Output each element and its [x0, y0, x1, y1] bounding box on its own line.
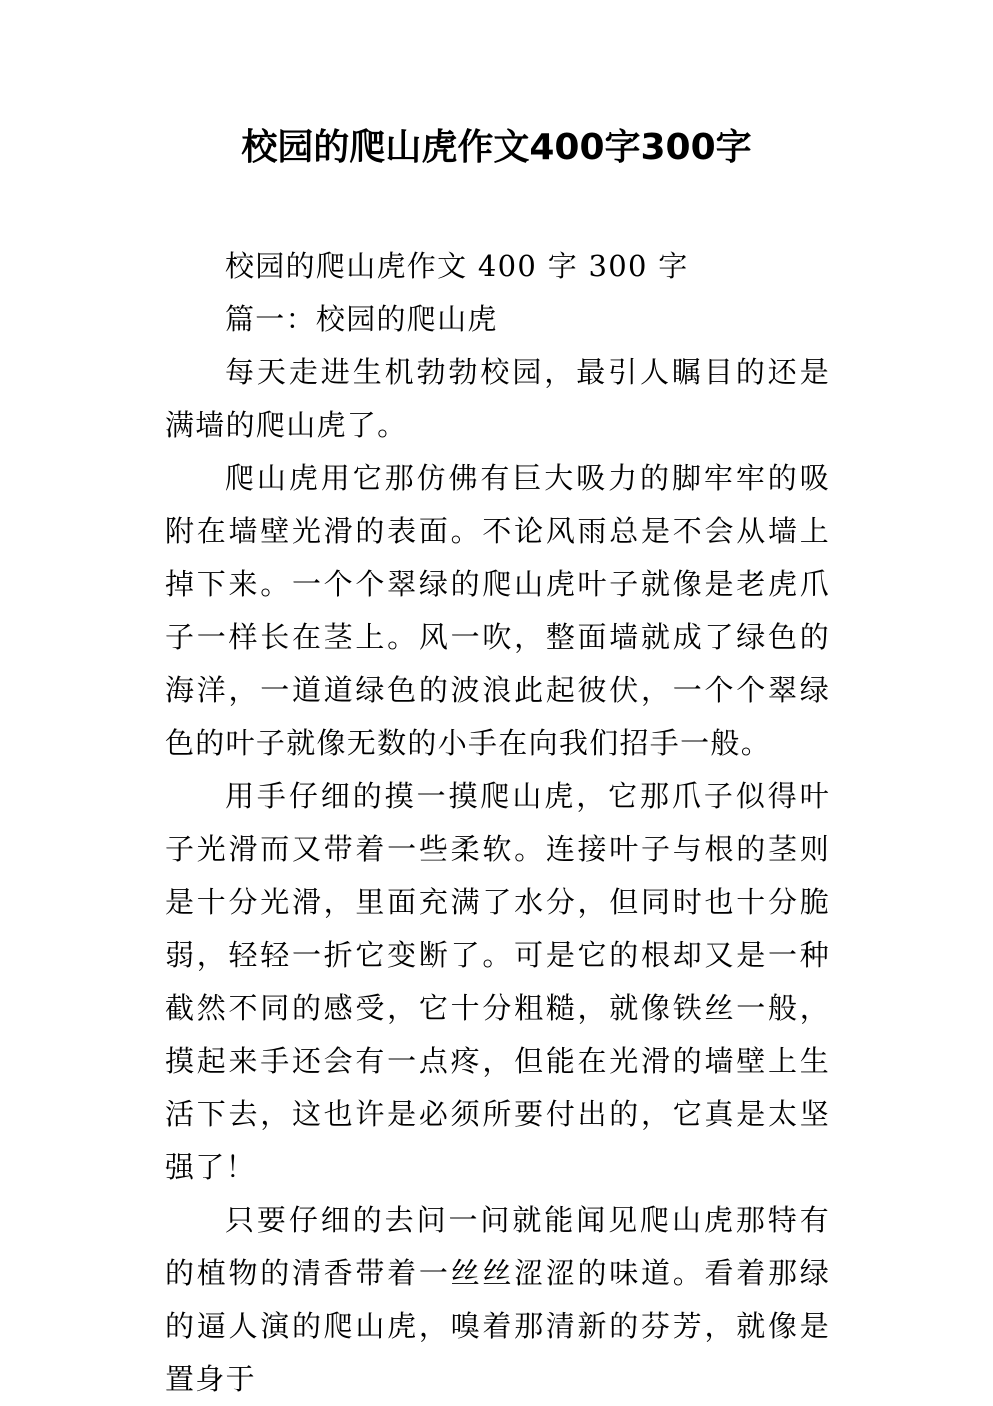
paragraph-section-heading: 篇一：校园的爬山虎: [225, 302, 498, 336]
document-body: [165, 240, 830, 1406]
paragraph: 只要仔细的去问一问就能闻见爬山虎那特有的植物的清香带着一丝丝涩涩的味道。看着那绿的逼人演的爬山虎，嗅着那清新的芬芳，就像是置身于: [165, 1203, 830, 1396]
paragraph: 用手仔细的摸一摸爬山虎，它那爪子似得叶子光滑而又带着一些柔软。连接叶子与根的茎则是十分光滑，里面充满了水分，但同时也十分脆弱，轻轻一折它变断了。可是它的根却又是一种截然不同的感受，它十分粗糙，就像铁丝一般，摸起来手还会有一点疼，但能在光滑的墙壁上生活下去，这也许是必须所要付出的，它真是太坚强了！: [165, 779, 830, 1184]
paragraph-subtitle: 校园的爬山虎作文 400 字 300 字: [225, 249, 689, 283]
paragraph: 爬山虎用它那仿佛有巨大吸力的脚牢牢的吸附在墙壁光滑的表面。不论风雨总是不会从墙上掉下来。一个个翠绿的爬山虎叶子就像是老虎爪子一样长在茎上。风一吹，整面墙就成了绿色的海洋，一道道绿色的波浪此起彼伏，一个个翠绿色的叶子就像无数的小手在向我们招手一般。: [165, 461, 830, 760]
document-title: 校园的爬山虎作文400字300字: [241, 127, 752, 168]
paragraph: 每天走进生机勃勃校园，最引人瞩目的还是满墙的爬山虎了。: [165, 355, 830, 442]
